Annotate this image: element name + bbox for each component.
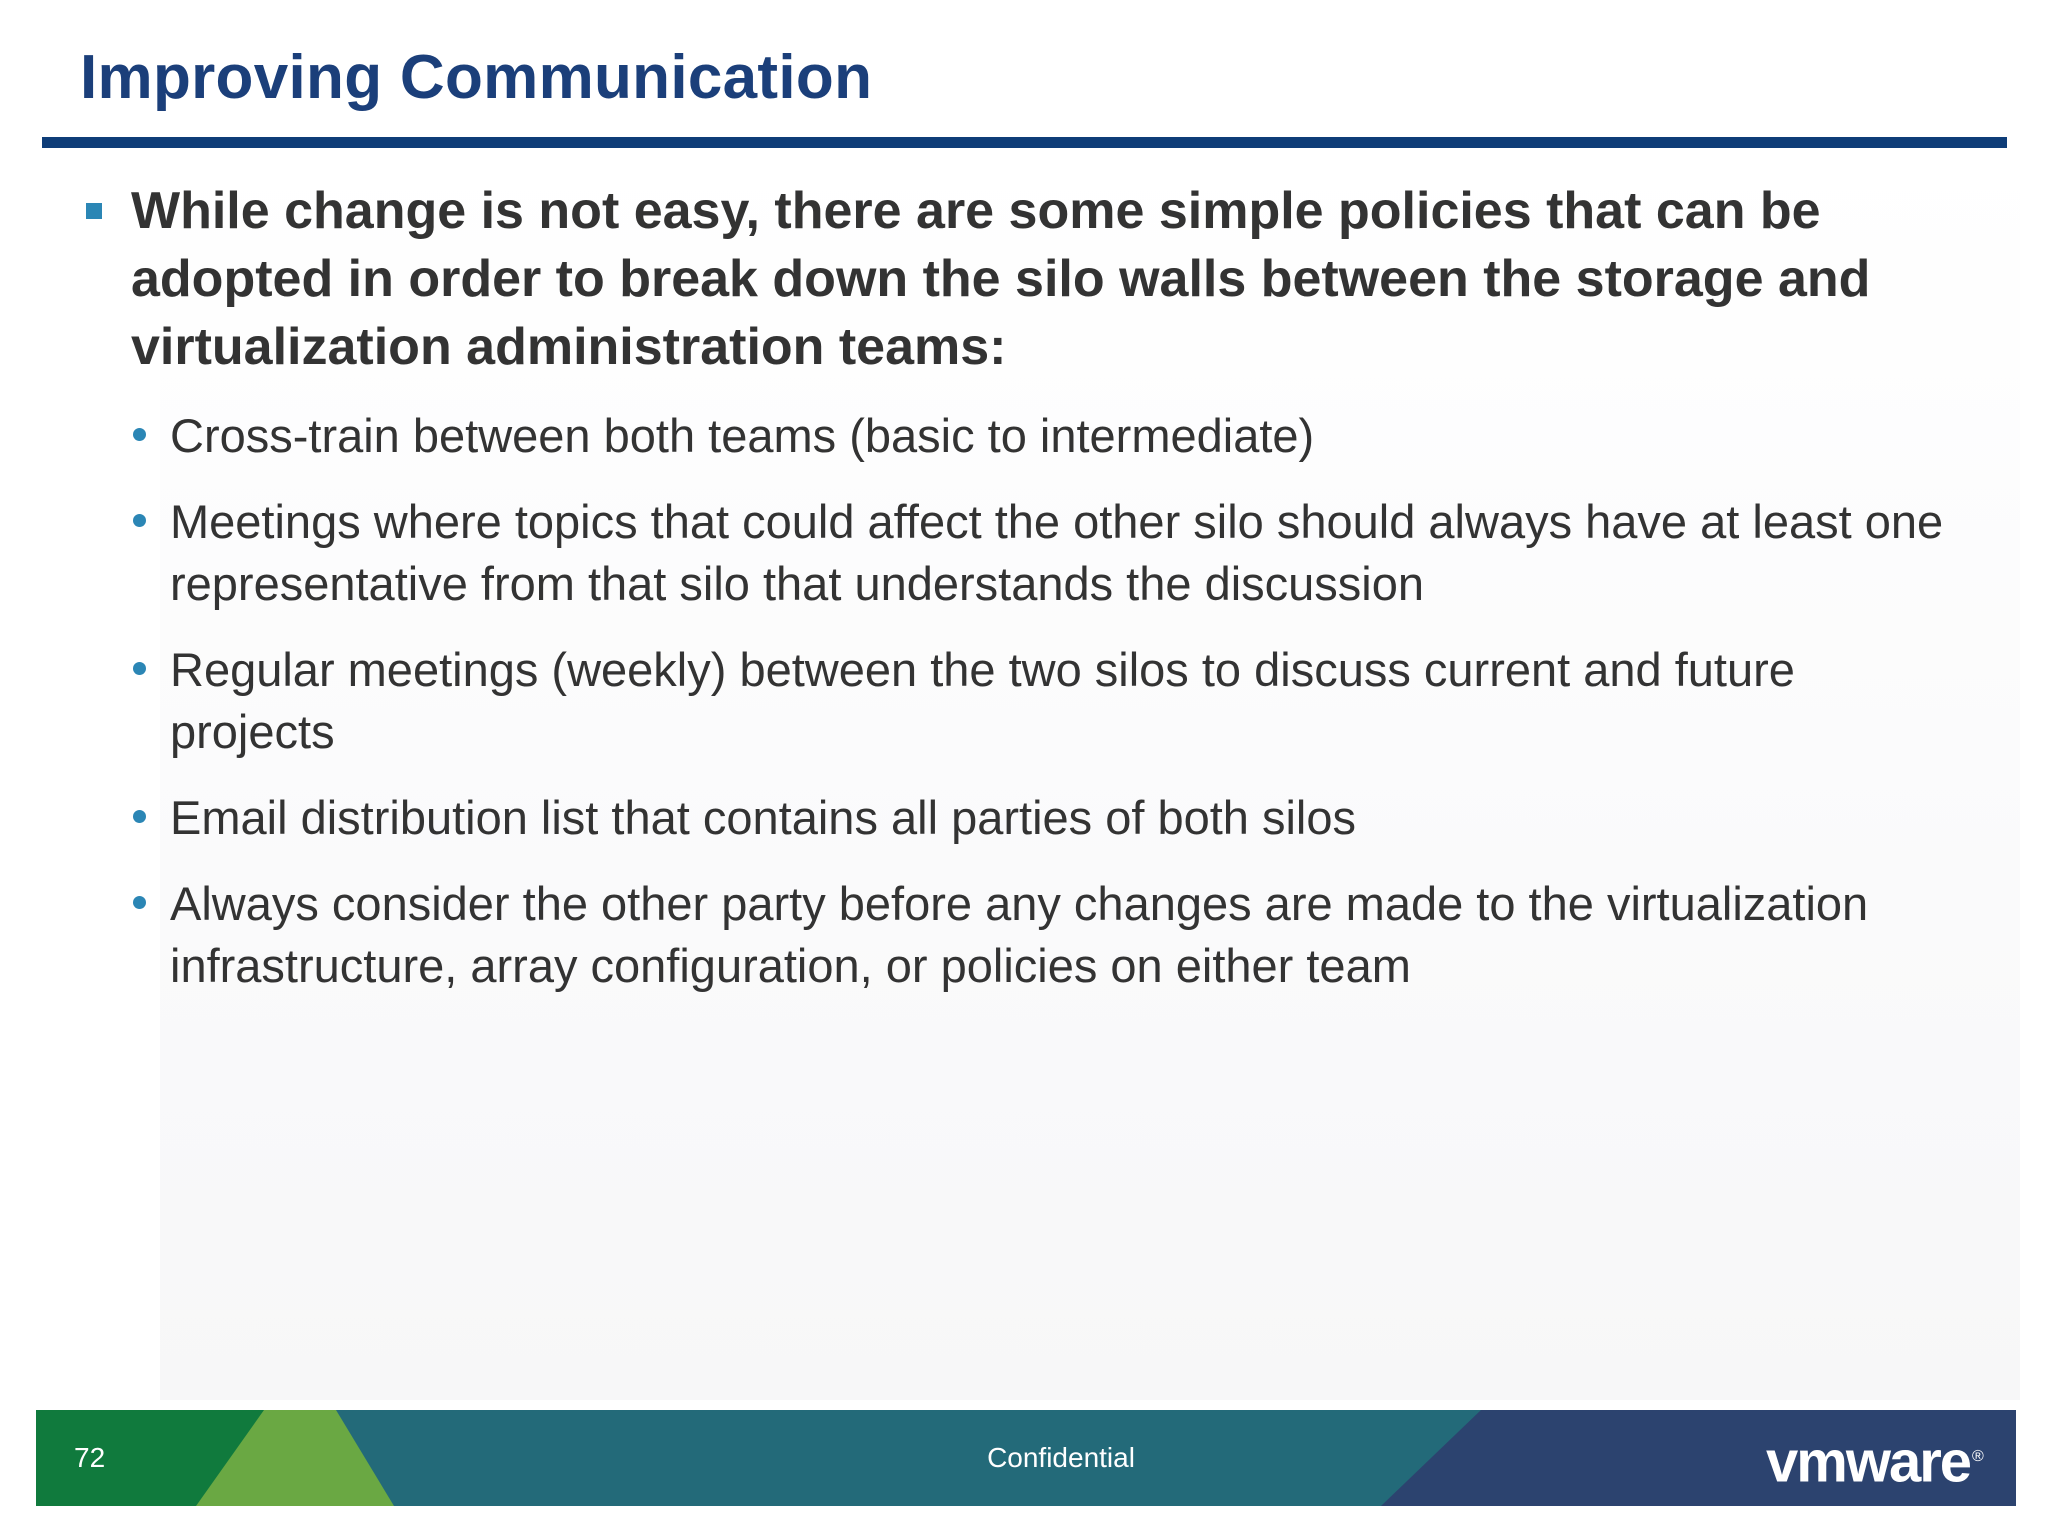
page-number: 72 xyxy=(74,1442,106,1473)
sub-bullet-text: Regular meetings (weekly) between the two silos to discuss current and future projects xyxy=(170,643,1795,758)
round-bullet-icon xyxy=(133,662,146,675)
vmware-logo xyxy=(1766,1424,1982,1495)
slide-title: Improving Communication xyxy=(80,43,873,112)
round-bullet-icon xyxy=(133,514,146,527)
sub-bullet-text: Meetings where topics that could affect the other silo should always have at least one representative from that silo that understands the discussion xyxy=(170,495,1944,610)
round-bullet-icon xyxy=(133,896,146,909)
round-bullet-icon xyxy=(133,428,146,441)
sub-bullet-text: Always consider the other party before any changes are made to the virtualization infrastructure, array configuration, or policies on either team xyxy=(170,877,1869,992)
sub-bullet-text: Cross-train between both teams (basic to intermediate) xyxy=(170,409,1315,462)
main-bullet-text: While change is not easy, there are some simple policies that can be adopted in order to break down the silo walls between the storage and virtualization administration teams: xyxy=(131,182,1871,376)
logo-text: vmware xyxy=(1766,1429,1971,1495)
title-divider xyxy=(42,137,2007,148)
round-bullet-icon xyxy=(133,810,146,823)
registered-mark: ® xyxy=(1972,1448,1982,1465)
confidential-label: Confidential xyxy=(987,1442,1135,1473)
sub-bullet-text: Email distribution list that contains all parties of both silos xyxy=(170,791,1357,844)
footer-bar xyxy=(36,1410,2016,1506)
square-bullet-icon xyxy=(86,203,102,219)
